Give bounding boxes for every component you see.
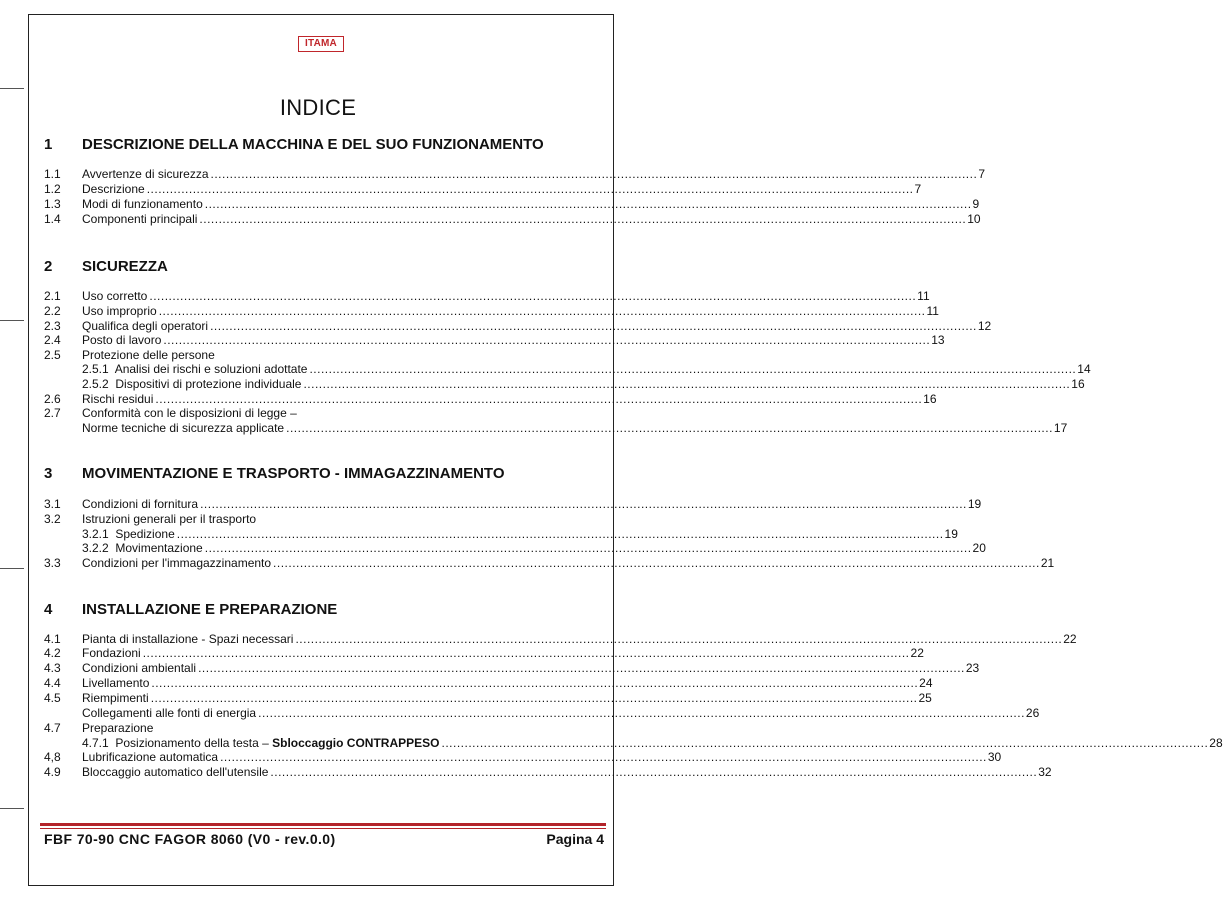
toc-entry-number: 2.4 bbox=[44, 333, 61, 347]
toc-entry-number: 4.7 bbox=[44, 721, 61, 735]
toc-entry-number: 2.1 bbox=[44, 289, 61, 303]
leader-dots: ........................................................................................................................................................................................................ bbox=[204, 197, 972, 211]
toc-entry-page: 24 bbox=[919, 676, 933, 690]
toc-entry-page: 7 bbox=[914, 182, 922, 196]
toc-entry-number: 4.9 bbox=[44, 765, 61, 779]
toc-entry-label: Preparazione bbox=[82, 721, 154, 735]
leader-dots: ........................................................................................................................................................................................................ bbox=[199, 212, 967, 226]
leader-dots: ........................................................................................................................................................................................................ bbox=[155, 392, 923, 406]
toc-entry bbox=[0, 497, 982, 512]
toc-entry-line bbox=[82, 406, 528, 421]
toc-entry-page: 10 bbox=[967, 212, 981, 226]
toc-entry-number: 1.4 bbox=[44, 212, 61, 226]
toc-entry-text bbox=[82, 765, 269, 780]
toc-entry-text bbox=[82, 541, 204, 556]
toc-entry bbox=[0, 632, 1077, 647]
toc-entry-page: 30 bbox=[987, 750, 1002, 764]
toc-entry bbox=[0, 392, 937, 407]
toc-entry-text bbox=[82, 527, 176, 542]
leader-dots: ........................................................................................................................................................................................................ bbox=[258, 706, 1025, 720]
toc-entry-text bbox=[82, 319, 209, 334]
toc-entry-text bbox=[82, 676, 150, 691]
toc-entry-line bbox=[82, 765, 1052, 780]
toc-entry-label: Posto di lavoro bbox=[82, 333, 162, 347]
toc-entry-line bbox=[82, 197, 980, 212]
toc-entry-text bbox=[82, 721, 154, 736]
toc-entry-page: 26 bbox=[1025, 706, 1040, 720]
document-reference: FBF 70-90 CNC FAGOR 8060 (V0 - rev.0.0) bbox=[44, 831, 336, 847]
toc-entry bbox=[0, 556, 1055, 571]
toc-entry-line bbox=[82, 541, 986, 556]
toc-entry-label: Avvertenze di sicurezza bbox=[82, 167, 209, 181]
toc-entry-text bbox=[82, 377, 302, 392]
toc-entry-text bbox=[82, 197, 204, 212]
toc-entry bbox=[0, 377, 1085, 392]
toc-entry bbox=[0, 736, 1223, 751]
toc-entry-number: 3.3 bbox=[44, 556, 61, 570]
section-number: 3 bbox=[44, 465, 53, 482]
toc-entry-text bbox=[82, 167, 210, 182]
toc-entry-text bbox=[82, 736, 440, 751]
punch-mark bbox=[0, 88, 24, 89]
leader-dots: ........................................................................................................................................................................................................ bbox=[176, 527, 944, 541]
toc-entry-label: Uso improprio bbox=[82, 304, 157, 318]
section-title: DESCRIZIONE DELLA MACCHINA E DEL SUO FUNZIONAMENTO bbox=[82, 136, 544, 153]
section-number: 1 bbox=[44, 136, 53, 153]
toc-entry-text bbox=[82, 289, 148, 304]
toc-entry bbox=[0, 197, 980, 212]
toc-entry-text bbox=[82, 212, 198, 227]
toc-entry-label: Condizioni per l'immagazzinamento bbox=[82, 556, 272, 570]
leader-dots: ........................................................................................................................................................................................................ bbox=[200, 497, 967, 511]
toc-entry-label: 4.7.1 Posizionamento della testa – bbox=[82, 736, 273, 750]
toc-entry-text bbox=[82, 362, 308, 377]
toc-entry-number: 1.1 bbox=[44, 167, 61, 181]
toc-entry-line bbox=[82, 512, 528, 527]
toc-entry bbox=[0, 167, 985, 182]
toc-entry-line bbox=[82, 333, 945, 348]
leader-dots: ........................................................................................................................................................................................................ bbox=[150, 691, 918, 705]
footer-rule bbox=[40, 828, 606, 829]
toc-entry-text bbox=[82, 421, 285, 436]
toc-entry-number: 4.2 bbox=[44, 646, 61, 660]
page-number: Pagina 4 bbox=[546, 831, 604, 847]
leader-dots: ........................................................................................................................................................................................................ bbox=[151, 676, 919, 690]
toc-entry-page: 19 bbox=[944, 527, 958, 541]
toc-entry-line bbox=[82, 527, 958, 542]
toc-entry bbox=[0, 406, 636, 421]
toc-entry-line bbox=[82, 736, 1223, 751]
toc-entry-label: Istruzioni generali per il trasporto bbox=[82, 512, 257, 526]
toc-entry-page: 16 bbox=[1071, 377, 1085, 391]
leader-dots: ........................................................................................................................................................................................................ bbox=[286, 421, 1053, 435]
toc-entry-label: Rischi residui bbox=[82, 392, 154, 406]
toc-entry-page: 28 bbox=[1209, 736, 1223, 750]
toc-entry bbox=[0, 512, 636, 527]
toc-entry-text bbox=[82, 750, 219, 765]
toc-entry-number: 4.3 bbox=[44, 661, 61, 675]
toc-entry-page: 22 bbox=[1063, 632, 1077, 646]
toc-entry-line bbox=[82, 377, 1085, 392]
toc-entry bbox=[0, 348, 636, 363]
leader-dots: ........................................................................................................................................................................................................ bbox=[204, 541, 972, 555]
toc-entry-line bbox=[82, 750, 1002, 765]
toc-entry-label: Fondazioni bbox=[82, 646, 141, 660]
section-title: SICUREZZA bbox=[82, 258, 168, 275]
toc-entry-page: 20 bbox=[972, 541, 986, 555]
toc-entry-label: Riempimenti bbox=[82, 691, 149, 705]
toc-entry-page: 19 bbox=[967, 497, 982, 511]
toc-entry-label: Lubrificazione automatica bbox=[82, 750, 219, 764]
toc-entry bbox=[0, 212, 981, 227]
leader-dots: ........................................................................................................................................................................................................ bbox=[273, 556, 1040, 570]
toc-entry-page: 22 bbox=[910, 646, 924, 660]
toc-entry bbox=[0, 541, 986, 556]
toc-entry-page: 25 bbox=[918, 691, 932, 705]
toc-entry-page: 7 bbox=[978, 167, 985, 181]
punch-mark bbox=[0, 808, 24, 809]
toc-entry-number: 2.3 bbox=[44, 319, 61, 333]
toc-entry-line bbox=[82, 556, 1055, 571]
toc-entry-line bbox=[82, 497, 982, 512]
toc-entry-number: 4,8 bbox=[44, 750, 61, 764]
toc-entry bbox=[0, 289, 930, 304]
toc-entry-label: Bloccaggio automatico dell'utensile bbox=[82, 765, 269, 779]
toc-entry-label: Componenti principali bbox=[82, 212, 198, 226]
toc-entry-number: 4.5 bbox=[44, 691, 61, 705]
leader-dots: ........................................................................................................................................................................................................ bbox=[309, 362, 1077, 376]
toc-entry-page: 11 bbox=[917, 289, 930, 303]
toc-entry-line bbox=[82, 661, 980, 676]
footer-rule bbox=[40, 823, 606, 826]
toc-entry-line bbox=[82, 212, 981, 227]
toc-entry-number: 1.2 bbox=[44, 182, 61, 196]
toc-entry-number: 2.7 bbox=[44, 406, 61, 420]
toc-entry bbox=[0, 721, 636, 736]
toc-entry-text bbox=[82, 304, 158, 319]
toc-entry bbox=[0, 333, 945, 348]
toc-entry-number: 2.2 bbox=[44, 304, 61, 318]
toc-entry bbox=[0, 691, 932, 706]
toc-entry-text bbox=[82, 691, 150, 706]
toc-entry bbox=[0, 304, 939, 319]
toc-entry-label: Livellamento bbox=[82, 676, 150, 690]
toc-entry-label: Qualifica degli operatori bbox=[82, 319, 209, 333]
toc-entry-page: 21 bbox=[1040, 556, 1055, 570]
toc-entry-page: 9 bbox=[972, 197, 980, 211]
toc-entry-page: 32 bbox=[1038, 765, 1052, 779]
toc-entry-page: 13 bbox=[931, 333, 945, 347]
toc-entry bbox=[0, 765, 1052, 780]
leader-dots: ........................................................................................................................................................................................................ bbox=[210, 319, 977, 333]
toc-entry-label: Uso corretto bbox=[82, 289, 148, 303]
toc-entry-label: 3.2.1 Spedizione bbox=[82, 527, 175, 541]
toc-entry-text bbox=[82, 333, 162, 348]
toc-entry-label: Norme tecniche di sicurezza applicate bbox=[82, 421, 285, 435]
toc-entry-label: 2.5.1 Analisi dei rischi e soluzioni adottate bbox=[82, 362, 308, 376]
toc-entry-text bbox=[82, 348, 216, 363]
leader-dots: ........................................................................................................................................................................................................ bbox=[295, 632, 1063, 646]
toc-entry-line bbox=[82, 676, 933, 691]
toc-entry-text bbox=[82, 556, 272, 571]
toc-entry-line bbox=[82, 319, 992, 334]
toc-entry-number: 3.2 bbox=[44, 512, 61, 526]
toc-entry-line bbox=[82, 362, 1091, 377]
toc-entry bbox=[0, 750, 1002, 765]
leader-dots: ........................................................................................................................................................................................................ bbox=[142, 646, 910, 660]
toc-entry-line bbox=[82, 632, 1077, 647]
toc-entry-number: 4.4 bbox=[44, 676, 61, 690]
toc-entry-line bbox=[82, 304, 939, 319]
toc-entry-label: Condizioni ambientali bbox=[82, 661, 197, 675]
toc-entry-label: Condizioni di fornitura bbox=[82, 497, 199, 511]
leader-dots: ........................................................................................................................................................................................................ bbox=[270, 765, 1038, 779]
toc-entry bbox=[0, 706, 1040, 721]
toc-entry-number: 2.6 bbox=[44, 392, 61, 406]
section-title: INSTALLAZIONE E PREPARAZIONE bbox=[82, 601, 338, 618]
toc-entry-label: 3.2.2 Movimentazione bbox=[82, 541, 203, 555]
leader-dots: ........................................................................................................................................................................................................ bbox=[149, 289, 917, 303]
section-number: 2 bbox=[44, 258, 53, 275]
toc-entry-line bbox=[82, 646, 924, 661]
toc-entry-page: 17 bbox=[1053, 421, 1068, 435]
toc-entry-text bbox=[82, 512, 257, 527]
leader-dots: ........................................................................................................................................................................................................ bbox=[146, 182, 914, 196]
toc-entry bbox=[0, 319, 992, 334]
toc-entry-number: 2.5 bbox=[44, 348, 61, 362]
page-title: INDICE bbox=[279, 95, 357, 120]
toc-entry bbox=[0, 362, 1091, 377]
section-number: 4 bbox=[44, 601, 53, 618]
toc-entry-line bbox=[82, 706, 1040, 721]
toc-entry bbox=[0, 646, 924, 661]
toc-entry-text bbox=[82, 182, 146, 197]
toc-entry-label: 2.5.2 Dispositivi di protezione individuale bbox=[82, 377, 302, 391]
toc-entry-line bbox=[82, 421, 1068, 436]
toc-entry-text bbox=[82, 706, 257, 721]
toc-entry-line bbox=[82, 392, 937, 407]
toc-entry bbox=[0, 661, 980, 676]
toc-entry-number: 3.1 bbox=[44, 497, 61, 511]
toc-entry-bold-label: Sbloccaggio CONTRAPPESO bbox=[272, 736, 440, 750]
toc-entry-line bbox=[82, 721, 528, 736]
itama-logo: ITAMA bbox=[298, 36, 344, 52]
leader-dots: ........................................................................................................................................................................................................ bbox=[303, 377, 1071, 391]
toc-entry-label: Conformità con le disposizioni di legge – bbox=[82, 406, 297, 420]
toc-entry-label: Protezione delle persone bbox=[82, 348, 215, 362]
toc-entry-page: 16 bbox=[923, 392, 937, 406]
leader-dots: ........................................................................................................................................................................................................ bbox=[158, 304, 926, 318]
leader-dots: ........................................................................................................................................................................................................ bbox=[441, 736, 1209, 750]
toc-entry-page: 14 bbox=[1077, 362, 1091, 376]
toc-entry-text bbox=[82, 632, 294, 647]
toc-entry-line bbox=[82, 289, 930, 304]
toc-entry-label: Collegamenti alle fonti di energia bbox=[82, 706, 257, 720]
toc-entry-line bbox=[82, 691, 932, 706]
toc-entry-label: Modi di funzionamento bbox=[82, 197, 203, 211]
toc-entry-page: 11 bbox=[926, 304, 939, 318]
toc-entry-label: Descrizione bbox=[82, 182, 145, 196]
toc-entry bbox=[0, 421, 1068, 436]
section-title: MOVIMENTAZIONE E TRASPORTO - IMMAGAZZINAMENTO bbox=[82, 465, 505, 482]
toc-entry-number: 1.3 bbox=[44, 197, 61, 211]
leader-dots: ........................................................................................................................................................................................................ bbox=[198, 661, 965, 675]
toc-entry-text bbox=[82, 406, 298, 421]
toc-entry-page: 23 bbox=[965, 661, 980, 675]
toc-entry-text bbox=[82, 392, 154, 407]
leader-dots: ........................................................................................................................................................................................................ bbox=[220, 750, 987, 764]
toc-entry bbox=[0, 527, 958, 542]
toc-entry-line bbox=[82, 182, 922, 197]
leader-dots: ........................................................................................................................................................................................................ bbox=[163, 333, 931, 347]
toc-entry-label: Pianta di installazione - Spazi necessari bbox=[82, 632, 294, 646]
toc-entry-line bbox=[82, 167, 985, 182]
toc-entry-page: 12 bbox=[977, 319, 992, 333]
toc-entry bbox=[0, 676, 933, 691]
toc-entry-line bbox=[82, 348, 528, 363]
leader-dots: ........................................................................................................................................................................................................ bbox=[210, 167, 978, 181]
toc-entry-number: 4.1 bbox=[44, 632, 61, 646]
toc-entry-text bbox=[82, 497, 199, 512]
toc-entry-text bbox=[82, 661, 197, 676]
toc-entry-text bbox=[82, 646, 142, 661]
toc-entry bbox=[0, 182, 922, 197]
